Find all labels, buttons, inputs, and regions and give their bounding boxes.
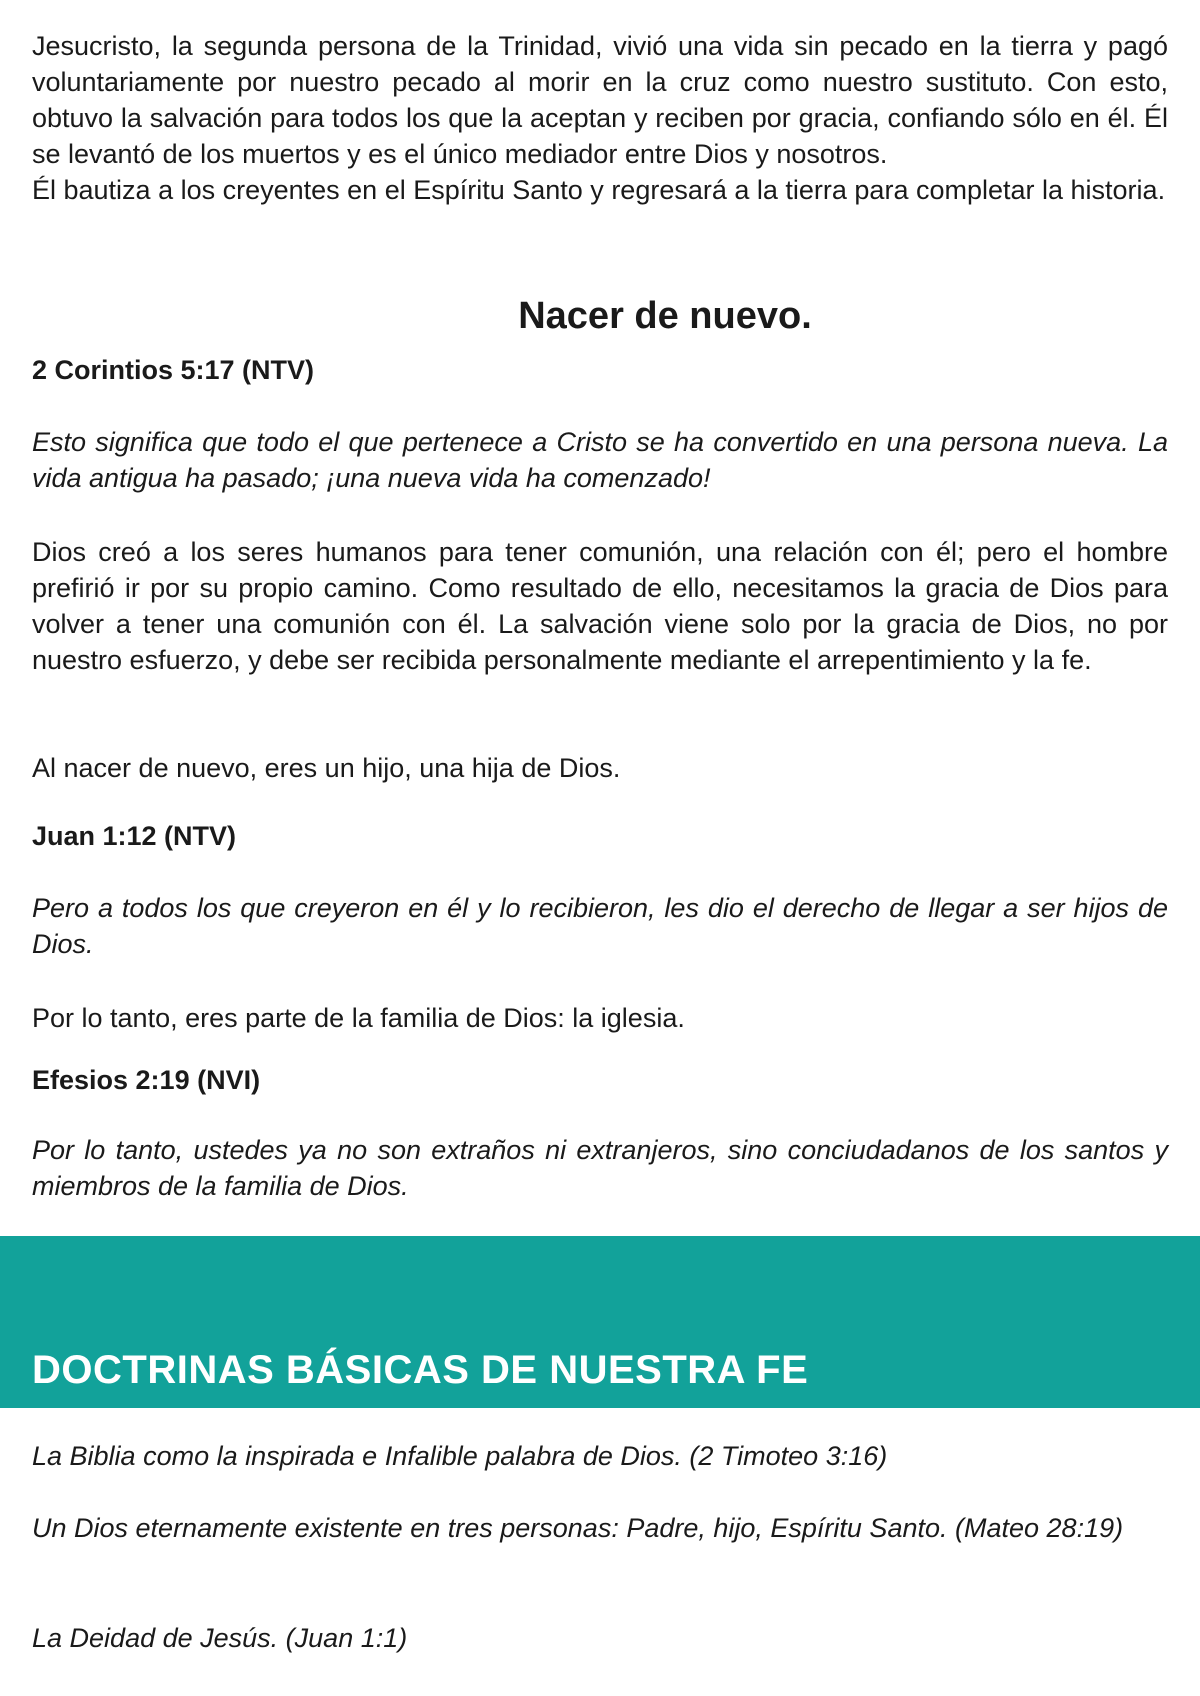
scripture-reference: Juan 1:12 (NTV): [32, 821, 237, 851]
banner-title: DOCTRINAS BÁSICAS DE NUESTRA FE: [32, 1348, 809, 1392]
scripture-quote: Por lo tanto, ustedes ya no son extraños ni extranjeros, sino conciudadanos de los santos y miembros de la familia de Dios.: [32, 1135, 1168, 1201]
scripture-reference: 2 Corintios 5:17 (NTV): [32, 355, 315, 385]
scripture-reference: Efesios 2:19 (NVI): [32, 1065, 261, 1095]
scripture-quote: Pero a todos los que creyeron en él y lo recibieron, les dio el derecho de llegar a ser hijos de Dios.: [32, 893, 1168, 959]
intro-paragraph: Jesucristo, la segunda persona de la Trinidad, vivió una vida sin pecado en la tierra y pagó voluntariamente por nuestro pecado al morir en la cruz como nuestro sustituto. Con esto, obtuvo la salvación para todos los que la aceptan y reciben por gracia, confiando sólo en él. Él se levantó de los muertos y es el único mediador entre Dios y nosotros.: [32, 31, 1168, 169]
body-paragraph: Por lo tanto, eres parte de la familia de Dios: la iglesia.: [32, 1003, 685, 1033]
scripture-quote: Esto significa que todo el que pertenece a Cristo se ha convertido en una persona nueva. La vida antigua ha pasado; ¡una nueva vida ha comenzado!: [32, 427, 1168, 493]
intro-paragraph: Él bautiza a los creyentes en el Espíritu Santo y regresará a la tierra para completar la historia.: [32, 175, 1166, 205]
intro-section: [32, 28, 1168, 208]
doctrine-item: Un Dios eternamente existente en tres personas: Padre, hijo, Espíritu Santo. (Mateo 28:19): [32, 1513, 1124, 1543]
section-banner: [0, 1236, 1200, 1408]
section-heading: Nacer de nuevo.: [518, 295, 812, 337]
body-paragraph: Dios creó a los seres humanos para tener comunión, una relación con él; pero el hombre prefirió ir por su propio camino. Como resultado de ello, necesitamos la gracia de Dios para volver a tener una comunión con él. La salvación viene solo por la gracia de Dios, no por nuestro esfuerzo, y debe ser recibida personalmente mediante el arrepentimiento y la fe.: [32, 537, 1168, 675]
doctrine-item: La Biblia como la inspirada e Infalible palabra de Dios. (2 Timoteo 3:16): [32, 1441, 888, 1471]
body-paragraph: Al nacer de nuevo, eres un hijo, una hija de Dios.: [32, 753, 621, 783]
doctrine-item: La Deidad de Jesús. (Juan 1:1): [32, 1623, 408, 1653]
